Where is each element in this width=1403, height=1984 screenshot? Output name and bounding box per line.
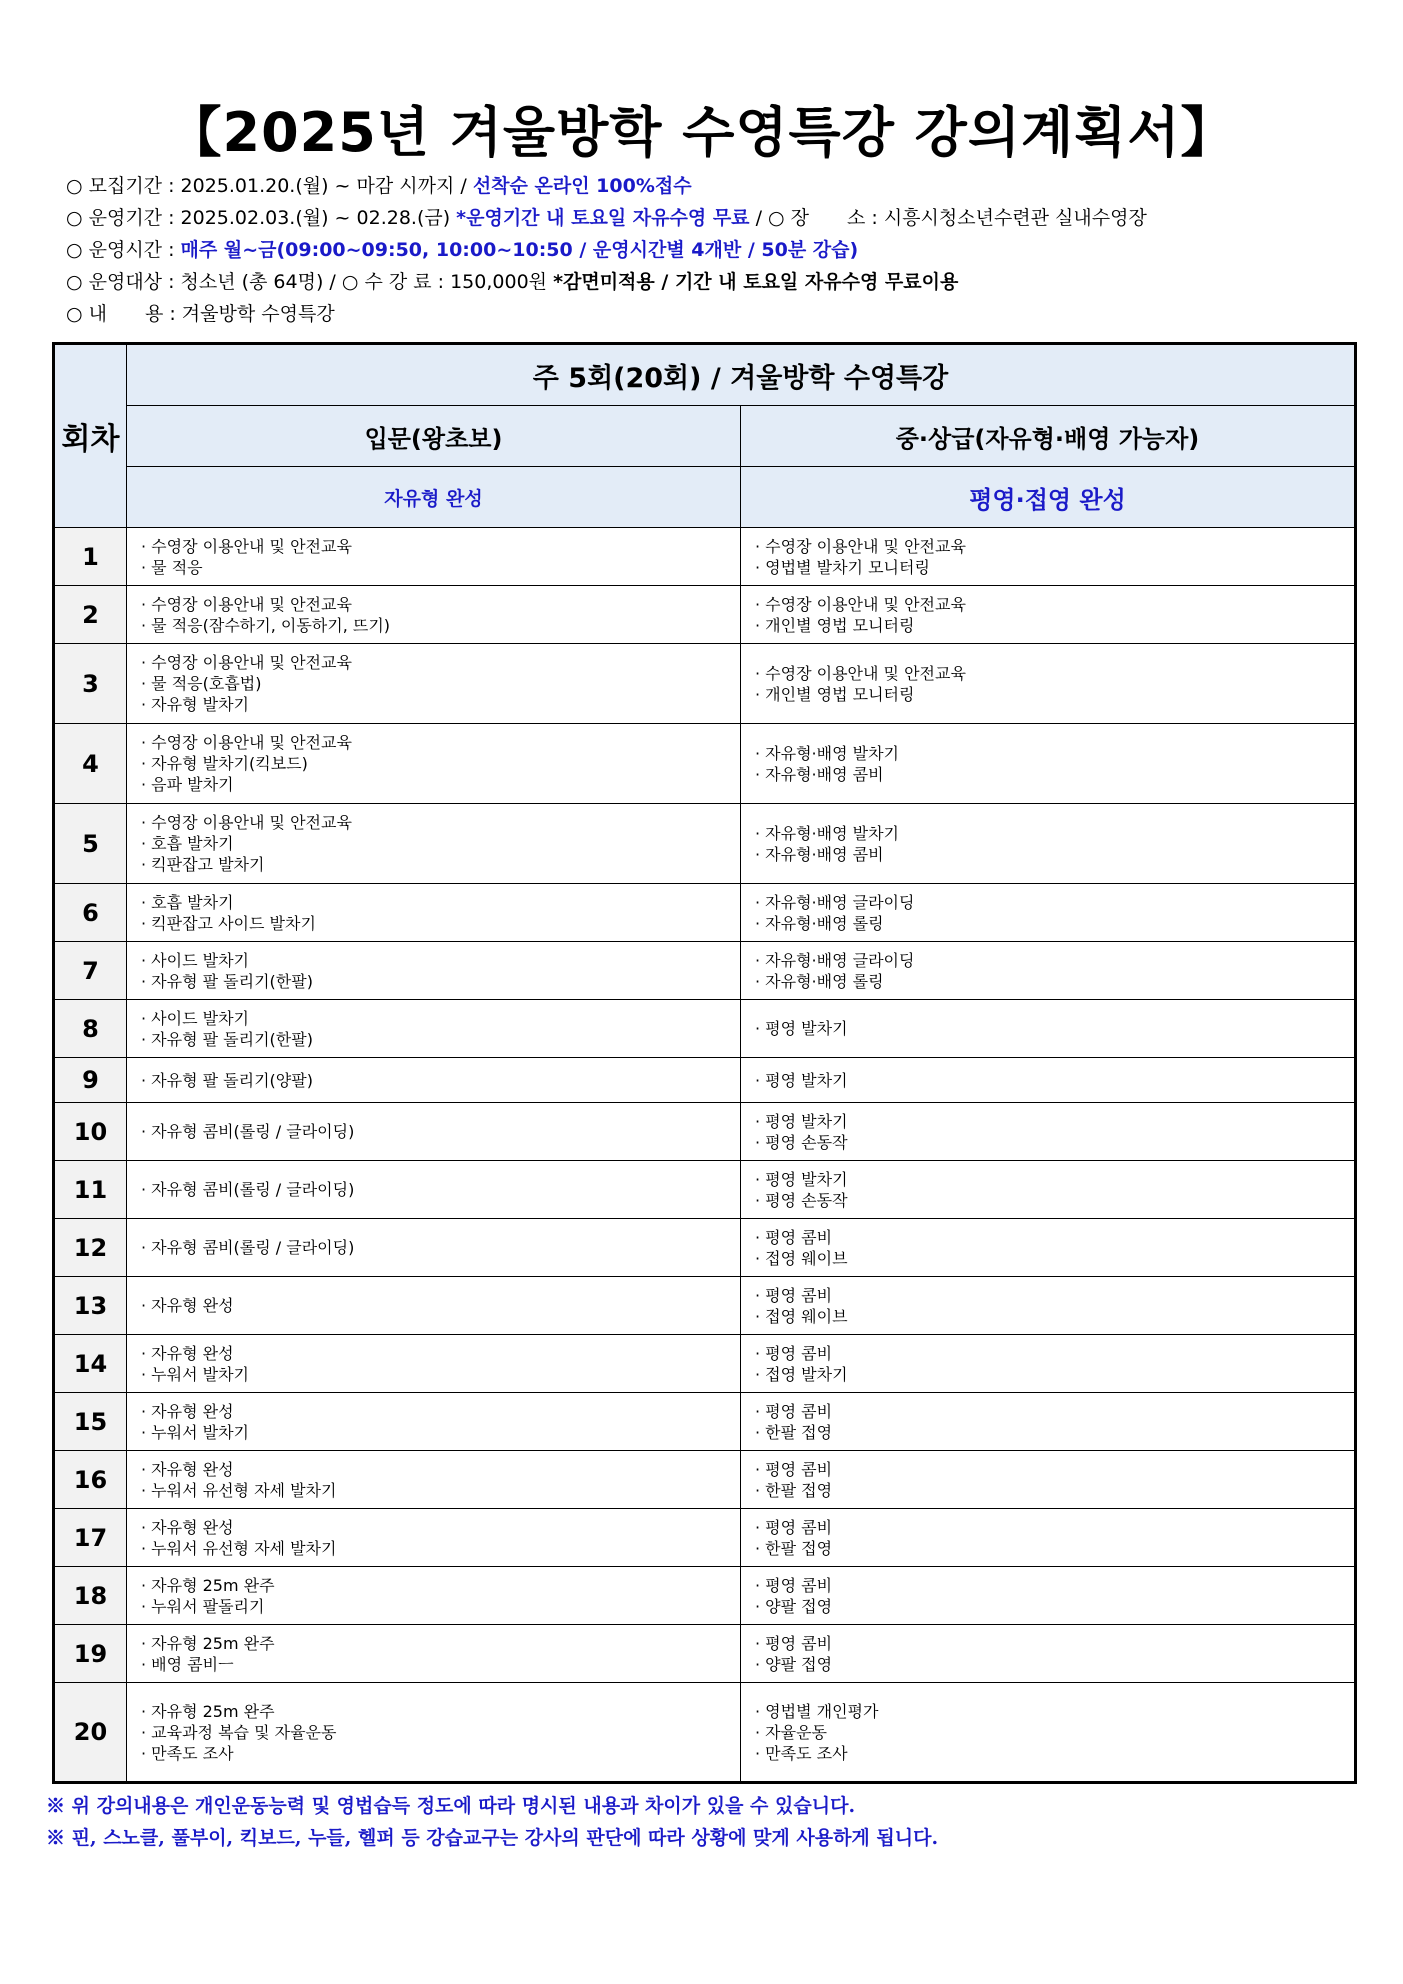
content-item: · 호흡 발차기	[141, 892, 234, 912]
content-item: · 자유형 팔 돌리기(한팔)	[141, 1029, 313, 1049]
session-number: 18	[54, 1567, 127, 1625]
content-item: · 자유형·배영 콤비	[755, 764, 884, 784]
session-number: 5	[54, 804, 127, 884]
content-item: · 자유형 콤비(롤링 / 글라이딩)	[141, 1122, 355, 1141]
table-row	[54, 1625, 1356, 1683]
content-item: · 누워서 유선형 자세 발차기	[141, 1538, 337, 1558]
advanced-content	[741, 1393, 1356, 1451]
table-row	[54, 1451, 1356, 1509]
beginner-header: 입문(왕초보)	[127, 406, 741, 467]
content-item: · 물 적응(호흡법)	[141, 674, 262, 693]
content-item: · 자유형 완성	[141, 1459, 234, 1479]
advanced-content	[741, 1103, 1356, 1161]
content-item: · 자유형 완성	[141, 1343, 234, 1363]
advanced-content	[741, 586, 1356, 644]
session-column-header: 회차	[54, 344, 127, 528]
table-row	[54, 884, 1356, 942]
table-row	[54, 1567, 1356, 1625]
content-item: · 개인별 영법 모니터링	[755, 615, 915, 635]
content-item: · 수영장 이용안내 및 안전교육	[141, 813, 352, 832]
content-item: · 사이드 발차기	[141, 950, 249, 970]
content-item: · 누워서 팔돌리기	[141, 1596, 265, 1616]
content-item: · 평영 콤비	[755, 1517, 833, 1537]
session-number: 12	[54, 1219, 127, 1277]
beginner-content	[127, 644, 741, 724]
content-item: · 자유형 25m 완주	[141, 1575, 275, 1595]
info-highlight: 매주 월~금(09:00~09:50, 10:00~10:50 / 운영시간별 4개반 / 50분 강습)	[180, 239, 859, 261]
beginner-content	[127, 1058, 741, 1103]
content-item: · 접영 웨이브	[755, 1306, 848, 1326]
beginner-content	[127, 1161, 741, 1219]
content-item: · 수영장 이용안내 및 안전교육	[141, 536, 352, 556]
content-item: · 접영 발차기	[755, 1364, 848, 1384]
content-item: · 킥판잡고 발차기	[141, 855, 265, 874]
session-number: 13	[54, 1277, 127, 1335]
content-item: · 음파 발차기	[141, 775, 234, 794]
content-item: · 수영장 이용안내 및 안전교육	[755, 536, 966, 556]
session-number: 4	[54, 724, 127, 804]
advanced-content	[741, 1509, 1356, 1567]
session-number: 2	[54, 586, 127, 644]
info-label: ○ 운영대상 : 청소년 (총 64명) / ○ 수 강 료 : 150,000원	[66, 271, 554, 293]
session-number: 19	[54, 1625, 127, 1683]
advanced-content	[741, 1000, 1356, 1058]
content-item: · 만족도 조사	[141, 1743, 234, 1763]
content-item: · 수영장 이용안내 및 안전교육	[141, 733, 352, 752]
content-item: · 자유형 팔 돌리기(양팔)	[141, 1070, 313, 1090]
session-number: 9	[54, 1058, 127, 1103]
lecture-plan-table	[52, 342, 1357, 1784]
table-row	[54, 528, 1356, 586]
content-item: · 자유형·배영 발차기	[755, 823, 899, 843]
session-number: 15	[54, 1393, 127, 1451]
info-location: / ○ 장 소 : 시흥시청소년수련관 실내수영장	[749, 207, 1147, 229]
advanced-content	[741, 528, 1356, 586]
content-item: · 누워서 발차기	[141, 1364, 249, 1384]
beginner-content	[127, 724, 741, 804]
advanced-content	[741, 1625, 1356, 1683]
advanced-content	[741, 1683, 1356, 1783]
beginner-content	[127, 1451, 741, 1509]
table-body	[54, 528, 1356, 1783]
session-number: 8	[54, 1000, 127, 1058]
beginner-content	[127, 884, 741, 942]
table-row	[54, 1277, 1356, 1335]
session-number: 17	[54, 1509, 127, 1567]
footnotes	[46, 1790, 938, 1854]
content-item: · 자유형 발차기(킥보드)	[141, 754, 308, 773]
info-operation-time	[66, 234, 1147, 266]
beginner-content	[127, 1103, 741, 1161]
beginner-content	[127, 1509, 741, 1567]
content-item: · 평영 발차기	[755, 1019, 848, 1038]
table-row	[54, 1219, 1356, 1277]
advanced-goal: 평영·접영 완성	[741, 467, 1356, 528]
content-item: · 평영 콤비	[755, 1343, 833, 1363]
info-label: ○ 운영시간 :	[66, 239, 181, 261]
advanced-content	[741, 884, 1356, 942]
content-item: · 자유형·배영 콤비	[755, 844, 884, 864]
session-number: 3	[54, 644, 127, 724]
content-item: · 자유형·배영 발차기	[755, 743, 899, 763]
session-number: 16	[54, 1451, 127, 1509]
beginner-content	[127, 1567, 741, 1625]
content-item: · 자유형 완성	[141, 1401, 234, 1421]
beginner-content	[127, 528, 741, 586]
content-item: · 평영 손동작	[755, 1190, 848, 1210]
beginner-goal: 자유형 완성	[127, 467, 741, 528]
content-item: · 평영 발차기	[755, 1169, 848, 1189]
advanced-content	[741, 1219, 1356, 1277]
content-item: · 자유형 팔 돌리기(한팔)	[141, 971, 313, 991]
advanced-content	[741, 1277, 1356, 1335]
info-operation-period	[66, 202, 1147, 234]
advanced-content	[741, 1058, 1356, 1103]
table-row	[54, 942, 1356, 1000]
table-row	[54, 1509, 1356, 1567]
info-label: ○ 운영기간 : 2025.02.03.(월) ~ 02.28.(금)	[66, 207, 457, 229]
beginner-content	[127, 1393, 741, 1451]
footnote: ※ 위 강의내용은 개인운동능력 및 영법습득 정도에 따라 명시된 내용과 차이가 있을 수 있습니다.	[46, 1795, 856, 1817]
info-block	[66, 170, 1147, 330]
content-item: · 자유형 콤비(롤링 / 글라이딩)	[141, 1180, 355, 1199]
session-number: 20	[54, 1683, 127, 1783]
table-row	[54, 1000, 1356, 1058]
content-item: · 평영 콤비	[755, 1227, 833, 1247]
beginner-content	[127, 1625, 741, 1683]
advanced-content	[741, 1335, 1356, 1393]
table-row	[54, 1103, 1356, 1161]
advanced-header: 중·상급(자유형·배영 가능자)	[741, 406, 1356, 467]
advanced-content	[741, 942, 1356, 1000]
content-item: · 평영 콤비	[755, 1285, 833, 1305]
session-number: 14	[54, 1335, 127, 1393]
content-item: · 양팔 접영	[755, 1596, 833, 1616]
advanced-content	[741, 644, 1356, 724]
beginner-content	[127, 804, 741, 884]
main-header: 주 5회(20회) / 겨울방학 수영특강	[127, 344, 1356, 406]
content-item: · 평영 콤비	[755, 1575, 833, 1595]
content-item: · 킥판잡고 사이드 발차기	[141, 913, 316, 933]
content-item: · 접영 웨이브	[755, 1248, 848, 1268]
beginner-content	[127, 586, 741, 644]
table-row	[54, 804, 1356, 884]
info-target-and-fee	[66, 266, 1147, 298]
content-item: · 자유형·배영 글라이딩	[755, 950, 915, 970]
content-item: · 배영 콤비ㅡ	[141, 1654, 234, 1674]
content-item: · 개인별 영법 모니터링	[755, 684, 915, 704]
info-label: ○ 모집기간 : 2025.01.20.(월) ~ 마감 시까지 /	[66, 175, 473, 197]
content-item: · 수영장 이용안내 및 안전교육	[755, 594, 966, 614]
content-item: · 수영장 이용안내 및 안전교육	[141, 653, 352, 672]
info-label: ○ 내 용 : 겨울방학 수영특강	[66, 303, 335, 325]
beginner-content	[127, 1683, 741, 1783]
content-item: · 평영 손동작	[755, 1132, 848, 1152]
content-item: · 사이드 발차기	[141, 1008, 249, 1028]
session-number: 1	[54, 528, 127, 586]
advanced-content	[741, 1567, 1356, 1625]
info-content	[66, 298, 1147, 330]
content-item: · 자유형 완성	[141, 1296, 234, 1315]
content-item: · 한팔 접영	[755, 1422, 833, 1442]
content-item: · 평영 발차기	[755, 1111, 848, 1131]
content-item: · 양팔 접영	[755, 1654, 833, 1674]
footnote: ※ 핀, 스노클, 풀부이, 킥보드, 누들, 헬퍼 등 강습교구는 강사의 판단에 따라 상황에 맞게 사용하게 됩니다.	[46, 1827, 939, 1849]
content-item: · 누워서 유선형 자세 발차기	[141, 1480, 337, 1500]
info-recruitment-period	[66, 170, 1147, 202]
content-item: · 한팔 접영	[755, 1480, 833, 1500]
beginner-content	[127, 1277, 741, 1335]
content-item: · 만족도 조사	[755, 1743, 848, 1763]
content-item: · 호흡 발차기	[141, 834, 234, 853]
info-highlight: 선착순 온라인 100%접수	[472, 175, 692, 197]
table-row	[54, 1683, 1356, 1783]
content-item: · 자유형·배영 롤링	[755, 913, 884, 933]
content-item: · 자유형 발차기	[141, 695, 249, 714]
content-item: · 물 적응	[141, 557, 203, 577]
beginner-content	[127, 1219, 741, 1277]
table-row	[54, 724, 1356, 804]
content-item: · 자유형 25m 완주	[141, 1633, 275, 1653]
content-item: · 자유형 완성	[141, 1517, 234, 1537]
content-item: · 평영 콤비	[755, 1459, 833, 1479]
content-item: · 누워서 발차기	[141, 1422, 249, 1442]
content-item: · 한팔 접영	[755, 1538, 833, 1558]
table-row	[54, 1335, 1356, 1393]
beginner-content	[127, 942, 741, 1000]
session-number: 7	[54, 942, 127, 1000]
session-number: 6	[54, 884, 127, 942]
content-item: · 자유형 25m 완주	[141, 1701, 275, 1721]
content-item: · 교육과정 복습 및 자율운동	[141, 1722, 337, 1742]
content-item: · 수영장 이용안내 및 안전교육	[141, 594, 352, 614]
advanced-content	[741, 1161, 1356, 1219]
content-item: · 평영 발차기	[755, 1070, 848, 1090]
content-item: · 자유형 콤비(롤링 / 글라이딩)	[141, 1238, 355, 1257]
document-title: 【2025년 겨울방학 수영특강 강의계획서】	[167, 101, 1236, 164]
content-item: · 물 적응(잠수하기, 이동하기, 뜨기)	[141, 615, 391, 635]
content-item: · 자율운동	[755, 1722, 827, 1742]
content-item: · 영법별 발차기 모니터링	[755, 557, 930, 577]
info-highlight: *감면미적용 / 기간 내 토요일 자유수영 무료이용	[553, 271, 959, 293]
table-row	[54, 1058, 1356, 1103]
table-row	[54, 1161, 1356, 1219]
advanced-content	[741, 724, 1356, 804]
content-item: · 자유형·배영 롤링	[755, 971, 884, 991]
table-row	[54, 586, 1356, 644]
session-number: 11	[54, 1161, 127, 1219]
content-item: · 수영장 이용안내 및 안전교육	[755, 663, 966, 683]
content-item: · 자유형·배영 글라이딩	[755, 892, 915, 912]
table-row	[54, 644, 1356, 724]
beginner-content	[127, 1000, 741, 1058]
table-row	[54, 1393, 1356, 1451]
advanced-content	[741, 804, 1356, 884]
content-item: · 영법별 개인평가	[755, 1701, 879, 1721]
content-item: · 평영 콤비	[755, 1633, 833, 1653]
beginner-content	[127, 1335, 741, 1393]
info-highlight: *운영기간 내 토요일 자유수영 무료	[456, 207, 750, 229]
session-number: 10	[54, 1103, 127, 1161]
content-item: · 평영 콤비	[755, 1401, 833, 1421]
advanced-content	[741, 1451, 1356, 1509]
